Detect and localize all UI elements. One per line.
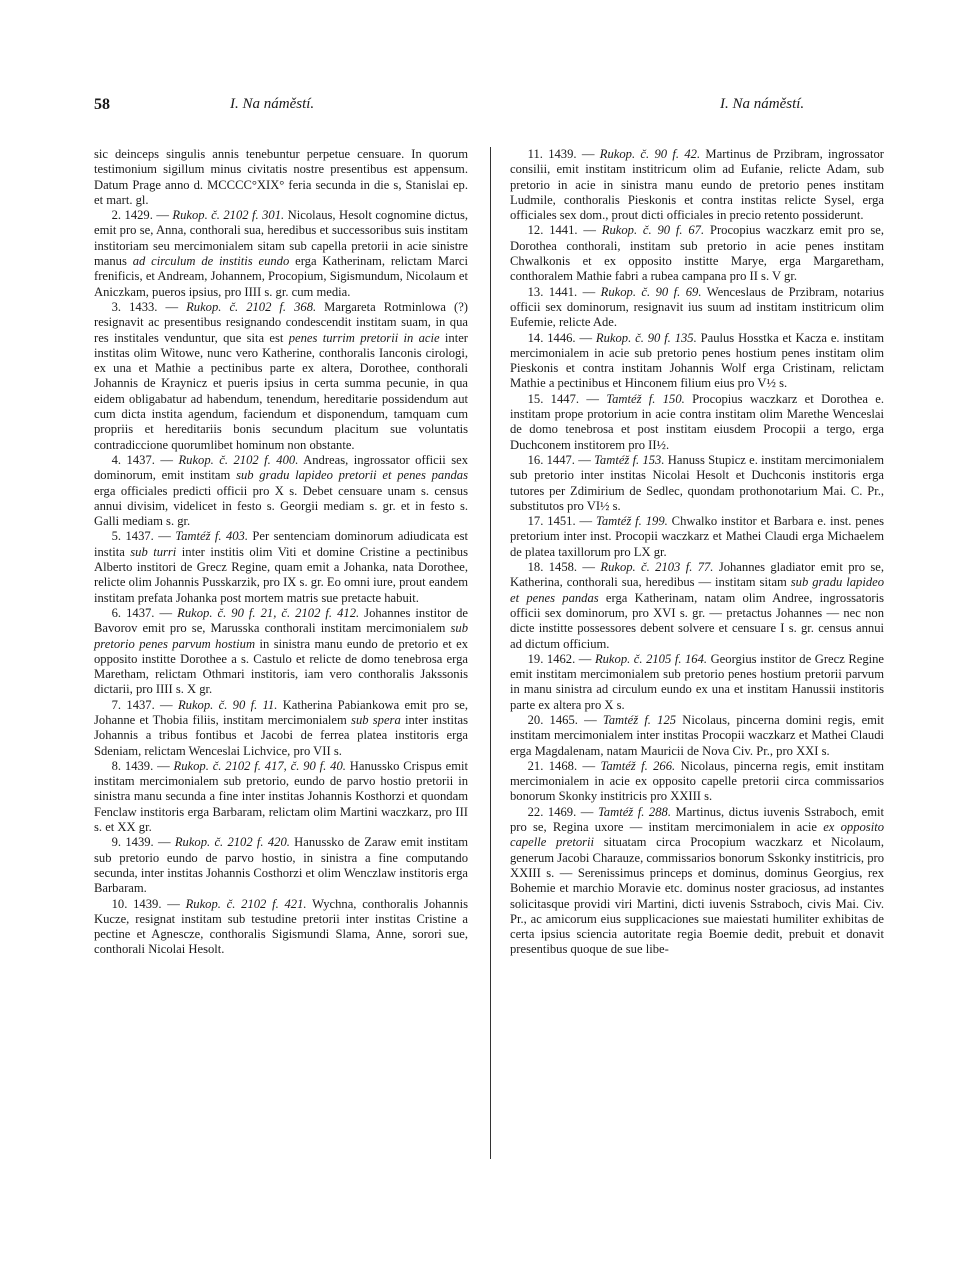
text-run: 11. 1439. — (527, 147, 600, 161)
italic-text: Rukop. č. 90 f. 69. (600, 284, 702, 299)
italic-text: sub pretorio penes parvum hostium (94, 621, 468, 651)
italic-text: ad circulum de institis eundo (132, 254, 290, 269)
running-head-right: I. Na náměstí. (720, 96, 805, 112)
italic-text: Tamtéž f. 288. (597, 804, 671, 819)
italic-text: Rukop. č. 2102 f. 421. (185, 896, 307, 911)
italic-text: Tamtéž f. 403. (175, 529, 248, 544)
text-run: Johannes institor de Bavorov emit pro se, Marusska conthorali institam mercimonialem (94, 605, 469, 636)
text-run: inter institas olim Witowe, nunc vero Katherine, conthoralis Ianconis cirologi, ex una et Mathie a pectinibus parte ex altera, Dorothee, conthorali Johannis de Kraynicz et pueris ipsius in certa summa pecunie, in qua eidem obligabatur ad habendum, tenendum, hereditarie possidendum aut cum dicta instita agendum, faciendum et disponendum, tamquam cum propriis et hereditariis bonis secundum placitum sue voluntatis contradiccione quorumlibet hominum non obstante. (94, 330, 468, 452)
italic-text: Rukop. č. 2105 f. 164. (594, 651, 708, 666)
text-run: Chwalko institor et Barbara e. inst. penes pretorium inter inst. Procopii waczkarz et Mathei Claudi erga Michaelem de platea taxillorum pro LX gr. (510, 514, 884, 559)
column-divider (490, 147, 491, 1159)
running-head-left: I. Na náměstí. (230, 96, 315, 112)
entry-paragraph (510, 759, 884, 805)
italic-text: sub spera (351, 712, 401, 727)
text-run: Nicolaus, pincerna domini regis, emit institam mercimonialem inter institas Procopii waczkarz et Mathei Claudi erga Magdalenam, natam Mauricii de Nova Civ. Pr., pro XXI s. (510, 712, 884, 758)
text-run: 15. 1447. — (527, 391, 607, 406)
text-run: 7. 1437. — (111, 697, 178, 712)
text-run: Hanussko de Zaraw emit institam sub pretorio eundo de parvo hostio, in sinistra a fine computando secunda, inter institas Johannis Costhorzi et olim Wenczlaw institoris erga Barbaram. (94, 835, 468, 896)
italic-text: Rukop. č. 2102 f. 301. (172, 208, 285, 223)
text-run: Wychna, conthoralis Johannis Kucze, resignat institam sub testudine pretorii inter institas Cristine a pectine et Agnescze, conthoralis Sigismundi Slama, Anne, sorori sue, conthorali Nicolai Hesolt. (94, 896, 468, 957)
text-run: 5. 1437. — (111, 529, 176, 544)
entry-paragraph (94, 698, 468, 759)
italic-text: Rukop. č. 2103 f. 77. (600, 560, 714, 575)
text-run: 21. 1468. — (527, 758, 601, 773)
text-run: inter institas Johannis a tribus fontibus et Jacobi de ferrea platea institoris erga Sdeniam, relictam Wenceslai Lichvice, pro VII s. (94, 712, 468, 758)
running-header (94, 96, 884, 118)
text-run: Paulus Hosstka et Kacza e. institam mercimonialem in acie sub pretorio penes hostium penes institam olim Pieskonis et contra institam Johannis Wolf erga Cristinam, relictam Mathie a pectinibus et Hinconem filium eius pro V½ s. (510, 330, 885, 391)
italic-text: Rukop. č. 90 f. 135. (595, 330, 697, 345)
text-run: 12. 1441. — (527, 223, 602, 238)
text-run: 4. 1437. — (111, 452, 179, 467)
text-run: 16. 1447. — (527, 452, 595, 467)
text-run: erga officiales predicti officii pro X s. Debet censuare unam s. census annui divisim, videlicet in festo s. Georgii mediam s. gr. et in festo s. Galli mediam s. gr. (94, 483, 468, 529)
text-run: 14. 1446. — (527, 330, 596, 345)
italic-text: Tamtéž f. 150. (606, 391, 685, 406)
text-run: 18. 1458. — (527, 560, 601, 575)
italic-text: Tamtéž f. 199. (596, 514, 668, 529)
entry-paragraph (510, 560, 884, 652)
text-run: 20. 1465. — (527, 712, 603, 727)
entry-paragraph (510, 652, 884, 713)
text-run: situatam circa Procopium waczkarz et Nicolaum, generum Jacobi Charauze, commissarios bonorum Sskonky institricis, pro XXIII s. — Serenissimus princeps et dominus, dominus Georgius, rex Bohemie et marchio Moravie etc. dominus noster graciosus, ad instantes solicitasque providi viri Martini, dicti iuvenis Sstraboch, civis Mai. Civ. Pr., ac amicorum eius supplicaciones sue maiestati humiliter exhibitas de certa ipsius sciencia autoritate regia Boemie dedit, prebuit et donavit presentibus quoque de sue libe- (510, 835, 884, 957)
text-run: 6. 1437. — (111, 605, 178, 620)
text-run: Martinus de Przibram, ingrossator consilii, emit institam institricum olim ad Eufanie, relicte Adam, sub pretorio in acie in sinistra manu eundo de pretorio penes institam Ludmile, conthoralis Pieskonis et contra institas relicte Sysel, erga officiales sex dom., prout dicti officiales in precio retento possiderunt. (510, 147, 884, 223)
entry-paragraph (94, 208, 468, 300)
italic-text: Tamtéž f. 266. (600, 758, 676, 773)
left-column (94, 147, 468, 958)
italic-text: Rukop. č. 2102 f. 420. (174, 835, 290, 850)
italic-text: ex opposito capelle pretorii (510, 820, 884, 850)
text-run: 8. 1439. — (111, 758, 174, 773)
text-run: sic deinceps singulis annis tenebuntur perpetue censuare. In quorum testimonium sigillum minus civitatis nostre presentibus est appensum. Datum Prage anno d. MCCCC°XIX° feria secunda in die s, Stanislai ep. et mart. gl. (94, 147, 468, 207)
italic-text: sub turri (130, 544, 177, 559)
text-run: 22. 1469. — (527, 804, 598, 819)
text-run: erga Katherinam, relictam Marci frenificis, et Andream, Johannem, Procopium, Sigismundum, Nicolaum et Aniczkam, pueros ipsius, pro IIII s. gr. cum media. (94, 254, 468, 299)
text-run: Johannes gladiator emit pro se, Katherina, conthorali sua, heredibus — institam sitam (510, 560, 884, 590)
text-run: 9. 1439. — (111, 835, 175, 850)
entry-paragraph (94, 897, 468, 958)
text-run: inter institis olim Viti et domine Cristine a pectinibus Alberto institori de Grecz Regine, quam emit a Johanka, nata Dorothee, relicte olim Johannis Pusskarzik, pro IX s. gr. Eo omni iure, prout eandem institam prefata Johanka post mortem matris sue pretacte habuit. (94, 544, 468, 605)
entry-paragraph (510, 805, 884, 958)
entry-paragraph (94, 453, 468, 529)
text-run: Procopius waczkarz emit pro se, Dorothea conthorali, institam sub pretorio in acie penes institam Chwalkonis et ex opposito institte Marye, erga Margaretham, conthoralem Mathie fabri a rubea campana pro II s. V gr. (510, 223, 884, 284)
entry-paragraph (510, 331, 884, 392)
entry-paragraph (510, 147, 884, 223)
page-number: 58 (94, 96, 110, 113)
italic-text: Rukop. č. 90 f. 42. (599, 147, 701, 161)
entry-paragraph (94, 835, 468, 896)
text-run: erga Katherinam, natam olim Andree, ingrossatoris officii sex dominorum, pro XVI s. gr. — pretactus Johannes — nec non dicte institte possessores debent solvere et censuare I s. gr. census annui ad dictum officium. (510, 590, 884, 651)
text-run: 2. 1429. — (111, 208, 173, 223)
italic-text: sub gradu lapideo pretorii et penes pandas (236, 468, 468, 483)
entry-paragraph (94, 300, 468, 453)
text-run: 17. 1451. — (527, 514, 597, 529)
text-run: in sinistra manu eundo de pretorio et ex opposito institte Dorothee a s. Castulo et relicte de domo tenebrosa erga Maretham, relictam Othmari institoris, iam vero conthoralis Jakssonis dictarii, pro IIII s. X gr. (94, 636, 468, 697)
entry-paragraph (94, 759, 468, 835)
text-run: Margareta Rotminlowa (?) resignavit ac presentibus resignando condescendit institam suam, in qua res institales venduntur, que sita est (94, 299, 469, 345)
right-column (510, 147, 884, 958)
text-run: Hanussko Crispus emit institam mercimonialem sub pretorio, eundo de parvo hostio pretorii in sinistra manu secunda a fine inter institas Johannis Kosthorzi et quondam Fenclaw institoris erga Barbaram, relictam olim Martini waczkarz, pro III s. et XX gr. (94, 758, 468, 835)
text-run: Procopius waczkarz et Dorothea e. institam prope protorium in acie contra institam olim Marethe Wenceslai de domo tenebrosa et post institam eiusdem Procopii a tergo, erga Duchconem institorem pro II½. (510, 391, 884, 452)
text-run: 10. 1439. — (111, 896, 186, 911)
text-run: 3. 1433. — (111, 299, 187, 314)
text-run: Nicolaus, pincerna regis, emit institam mercimonialem in acie ex opposito capelle pretorii circa commissarios bonorum Skonky institricis pro XXIII s. (510, 758, 884, 804)
italic-text: Rukop. č. 2102 f. 417, č. 90 f. 40. (173, 758, 346, 773)
italic-text: Tamtéž f. 153. (594, 452, 665, 467)
italic-text: Tamtéž f. 125 (602, 712, 677, 727)
italic-text: Rukop. č. 90 f. 11. (177, 697, 278, 712)
entry-paragraph (94, 606, 468, 698)
italic-text: Rukop. č. 90 f. 21, č. 2102 f. 412. (177, 605, 360, 620)
text-run: Andreas, ingrossator officii sex dominorum, emit institam (94, 452, 468, 483)
entry-paragraph (510, 713, 884, 759)
text-run: Georgius institor de Grecz Regine emit institam mercimonialem sub pretorio penes hostium pretorii parvum in manu sinistra ad circulum eundo ex una et institam Hanussii institoris parte ex altera pro X s. (510, 651, 885, 712)
text-run: Katherina Pabiankowa emit pro se, Johanne et Thobia filiis, institam mercimonialem (94, 697, 468, 727)
entry-paragraph (94, 529, 468, 605)
entry-paragraph (510, 223, 884, 284)
entry-paragraph (510, 514, 884, 560)
italic-text: penes turrim pretorii in acie (288, 330, 440, 345)
text-run: Nicolaus, Hesolt cognomine dictus, emit pro se, Anna, conthorali sua, heredibus et successoribus suis institam institoriam seu mercimonialem sitam sub capella pretorii in acie sinistre manus (94, 208, 468, 269)
text-run: Martinus, dictus iuvenis Sstraboch, emit pro se, Regina uxore — institam mercimonialem in acie (510, 804, 884, 835)
entry-paragraph (510, 392, 884, 453)
text-run: Wenceslaus de Przibram, notarius officii sex dominorum, resignavit ius suum ad institam institricum olim Eufemie, relicte Ade. (510, 284, 884, 330)
entry-paragraph (510, 285, 884, 331)
text-run: 13. 1441. — (527, 284, 601, 299)
italic-text: Rukop. č. 2102 f. 400. (178, 452, 299, 467)
text-run: 19. 1462. — (527, 651, 595, 666)
italic-text: Rukop. č. 90 f. 67. (601, 223, 705, 238)
text-run: Hanuss Stupicz e. institam mercimonialem sub pretorio inter institas Nicolai Hesolt et Duchconis institoris erga tutores per Zdimirium de Sedlec, quondam prothonotarium Mai. C. Pr., substitutos pro VI½ s. (510, 452, 885, 513)
italic-text: Rukop. č. 2102 f. 368. (186, 299, 317, 314)
entry-paragraph (510, 453, 884, 514)
text-run: Per sentenciam dominorum adiudicata est instita (94, 529, 469, 559)
italic-text: sub gradu lapideo et penes pandas (510, 575, 885, 605)
continuation-paragraph (94, 147, 468, 208)
